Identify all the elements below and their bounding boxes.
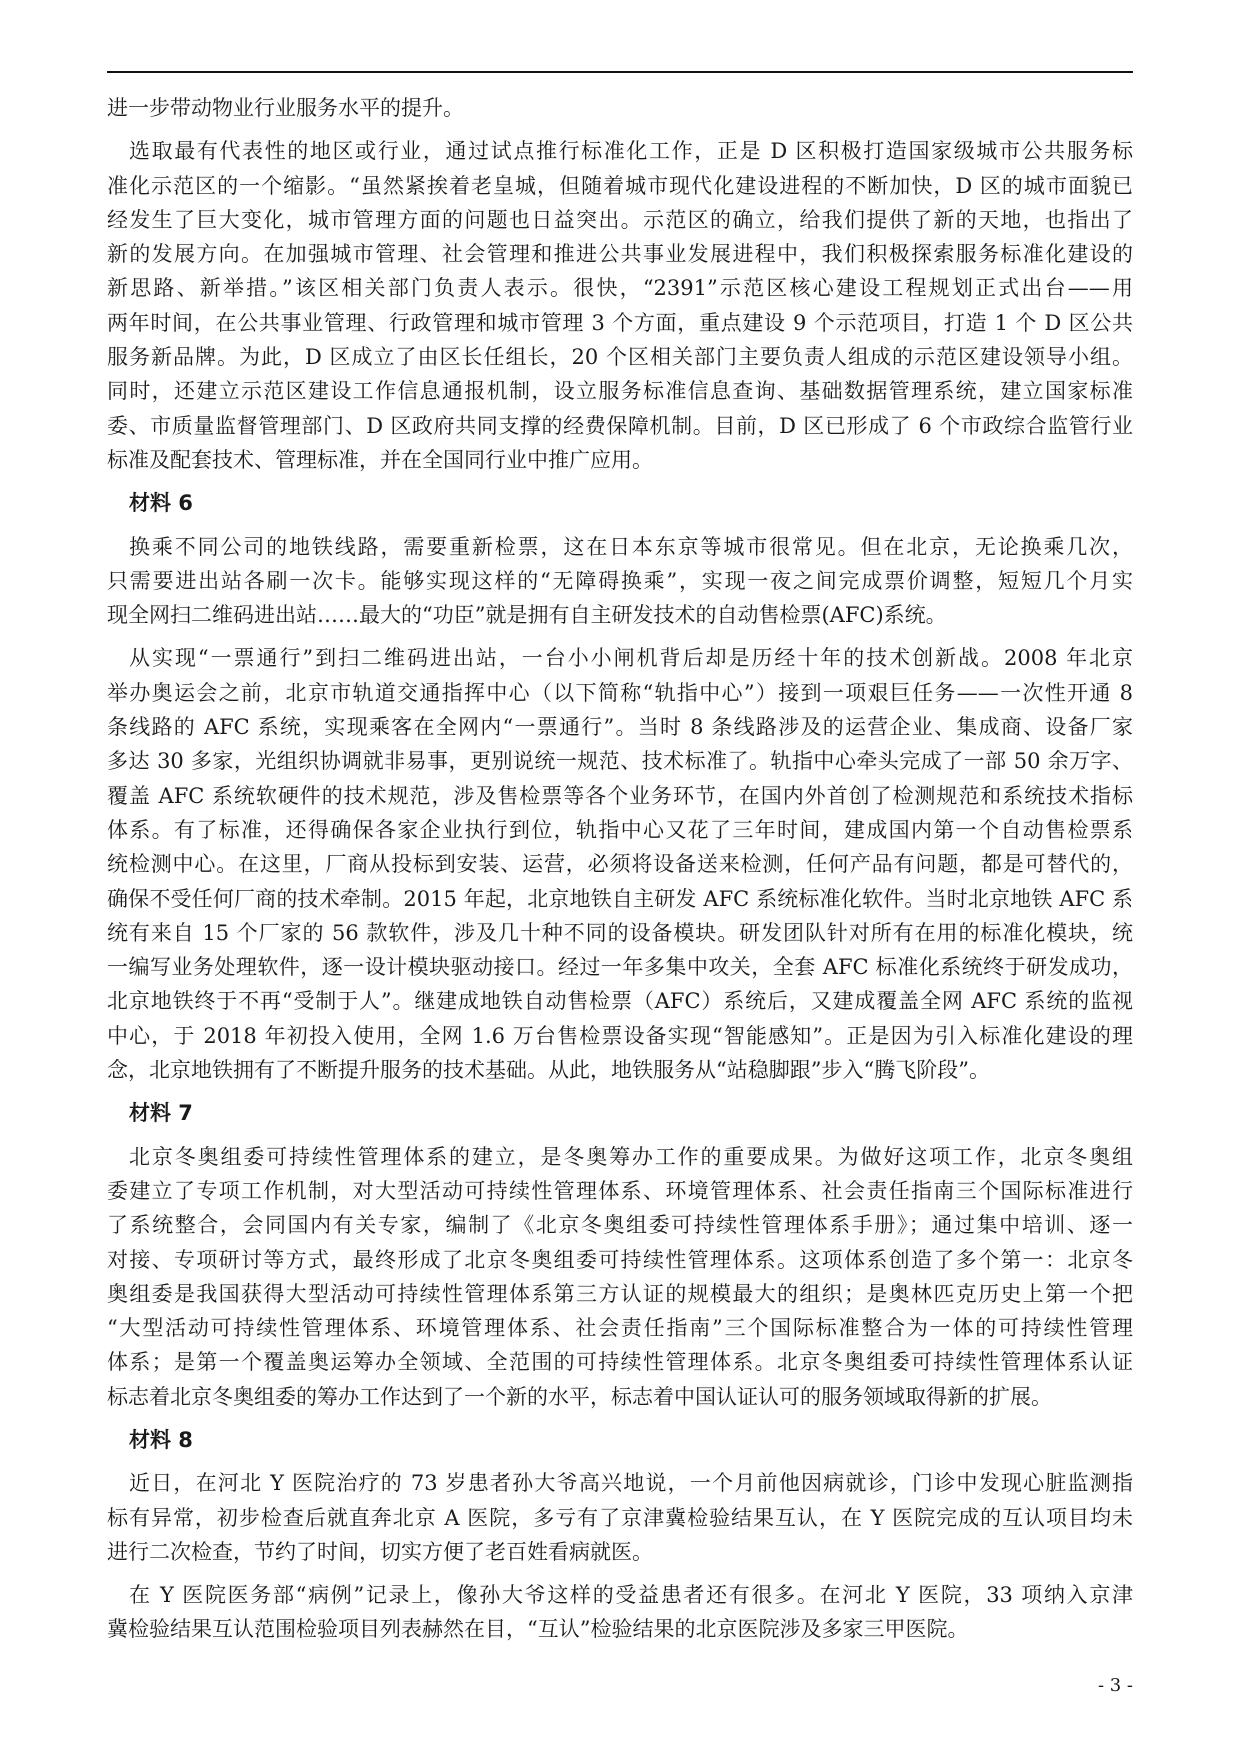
paragraph-line: 进行二次检查，节约了时间，切实方便了老百姓看病就医。	[107, 1539, 653, 1564]
page-number: - 3 -	[1097, 1675, 1133, 1696]
paragraph-line: 体系；是第一个覆盖奥运筹办全领域、全范围的可持续性管理体系。北京冬奥组委可持续性管理体系认证	[107, 1350, 1133, 1375]
paragraph-line: 换乘不同公司的地铁线路，需要重新检票，这在日本东京等城市很常见。但在北京，无论换乘几次，	[129, 534, 1133, 559]
section-heading: 材料 8	[129, 1427, 193, 1452]
section-heading: 材料 6	[129, 491, 193, 516]
paragraph	[107, 134, 1133, 477]
paragraph-line: 只需要进出站各刷一次卡。能够实现这样的“无障碍换乘”，实现一夜之间完成票价调整，短短几个月实	[107, 568, 1133, 593]
section-heading-block	[107, 1096, 1133, 1130]
paragraph-line: 两年时间，在公共事业管理、行政管理和城市管理 3 个方面，重点建设 9 个示范项目，打造 1 个 D 区公共	[107, 310, 1133, 335]
paragraph-line: 举办奥运会之前，北京市轨道交通指挥中心（以下简称“轨指中心”）接到一项艰巨任务——一次性开通 8	[107, 680, 1133, 705]
paragraph-line: 对接、专项研讨等方式，最终形成了北京冬奥组委可持续性管理体系。这项体系创造了多个第一：北京冬	[107, 1247, 1133, 1272]
paragraph-line: 标准及配套技术、管理标准，并在全国同行业中推广应用。	[107, 447, 653, 472]
paragraph-line: 同时，还建立示范区建设工作信息通报机制，设立服务标准信息查询、基础数据管理系统，建立国家标准	[107, 379, 1133, 404]
section-heading-block	[107, 1423, 1133, 1457]
paragraph-line: 条线路的 AFC 系统，实现乘客在全网内“一票通行”。当时 8 条线路涉及的运营企业、集成商、设备厂家	[107, 715, 1133, 740]
paragraph-line: 了系统整合，会同国内有关专家，编制了《北京冬奥组委可持续性管理体系手册》；通过集中培训、逐一	[107, 1213, 1133, 1238]
paragraph-line: 现全网扫二维码进出站……最大的“功臣”就是拥有自主研发技术的自动售检票(AFC)系统。	[107, 603, 947, 628]
paragraph-line: 进一步带动物业行业服务水平的提升。	[107, 96, 464, 120]
paragraph	[107, 91, 1133, 125]
paragraph-line: 从实现“一票通行”到扫二维码进出站，一台小小闸机背后却是历经十年的技术创新战。2008 年北京	[129, 646, 1133, 671]
paragraph-line: 冀检验结果互认范围检验项目列表赫然在目，“互认”检验结果的北京医院涉及多家三甲医院。	[107, 1617, 969, 1642]
paragraph-line: 北京地铁终于不再“受制于人”。继建成地铁自动售检票（AFC）系统后，又建成覆盖全网 AFC 系统的监视	[107, 989, 1133, 1014]
paragraph-line: 委、市质量监督管理部门、D 区政府共同支撑的经费保障机制。目前，D 区已形成了 6 个市政综合监管行业	[107, 413, 1133, 438]
header-rule	[107, 71, 1133, 73]
paragraph-line: 标有异常，初步检查后就直奔北京 A 医院，多亏有了京津冀检验结果互认，在 Y 医院完成的互认项目均未	[107, 1505, 1133, 1530]
paragraph-line: 委建立了专项工作机制，对大型活动可持续性管理体系、环境管理体系、社会责任指南三个国际标准进行	[107, 1178, 1133, 1203]
paragraph-line: 统有来自 15 个厂家的 56 款软件，涉及几十种不同的设备模块。研发团队针对所有在用的标准化模块，统	[107, 920, 1133, 945]
paragraph-line: 中心，于 2018 年初投入使用，全网 1.6 万台售检票设备实现“智能感知”。正是因为引入标准化建设的理	[107, 1023, 1133, 1048]
paragraph-line: 奥组委是我国获得大型活动可持续性管理体系第三方认证的规模最大的组织；是奥林匹克历史上第一个把	[107, 1281, 1133, 1306]
paragraph-line: 在 Y 医院医务部“病例”记录上，像孙大爷这样的受益患者还有很多。在河北 Y 医院，33 项纳入京津	[129, 1583, 1133, 1608]
paragraph-line: 一编写业务处理软件，逐一设计模块驱动接口。经过一年多集中攻关，全套 AFC 标准化系统终于研发成功，	[107, 955, 1133, 980]
section-heading-block	[107, 486, 1133, 520]
paragraph	[107, 530, 1133, 633]
paragraph-line: 选取最有代表性的地区或行业，通过试点推行标准化工作，正是 D 区积极打造国家级城市公共服务标	[129, 139, 1133, 164]
paragraph-line: 新思路、新举措。”该区相关部门负责人表示。很快，“2391”示范区核心建设工程规划正式出台——用	[107, 276, 1133, 301]
paragraph-line: 统检测中心。在这里，厂商从投标到安装、运营，必须将设备送来检测，任何产品有问题，都是可替代的，	[107, 852, 1133, 877]
paragraph-line: 覆盖 AFC 系统软硬件的技术规范，涉及售检票等各个业务环节，在国内外首创了检测规范和系统技术指标	[107, 783, 1133, 808]
paragraph	[107, 1140, 1133, 1414]
paragraph	[107, 1578, 1133, 1647]
paragraph-line: 北京冬奥组委可持续性管理体系的建立，是冬奥筹办工作的重要成果。为做好这项工作，北京冬奥组	[129, 1144, 1133, 1169]
paragraph-line: 多达 30 多家，光组织协调就非易事，更别说统一规范、技术标准了。轨指中心牵头完成了一部 50 余万字、	[107, 749, 1133, 774]
paragraph-line: 近日，在河北 Y 医院治疗的 73 岁患者孙大爷高兴地说，一个月前他因病就诊，门诊中发现心脏监测指	[129, 1471, 1133, 1496]
paragraph-line: 念，北京地铁拥有了不断提升服务的技术基础。从此，地铁服务从“站稳脚跟”步入“腾飞阶段”。	[107, 1058, 990, 1083]
section-heading: 材料 7	[129, 1101, 193, 1126]
paragraph-line: 体系。有了标准，还得确保各家企业执行到位，轨指中心又花了三年时间，建成国内第一个自动售检票系	[107, 817, 1133, 842]
paragraph	[107, 641, 1133, 1087]
paragraph-line: 标志着北京冬奥组委的筹办工作达到了一个新的水平，标志着中国认证认可的服务领域取得新的扩展。	[107, 1384, 1052, 1409]
paragraph	[107, 1466, 1133, 1569]
paragraph-line: 经发生了巨大变化，城市管理方面的问题也日益突出。示范区的确立，给我们提供了新的天地，也指出了	[107, 207, 1133, 232]
paragraph-line: 准化示范区的一个缩影。“虽然紧挨着老皇城，但随着城市现代化建设进程的不断加快，D 区的城市面貌已	[107, 173, 1133, 198]
paragraph-line: 确保不受任何厂商的技术牵制。2015 年起，北京地铁自主研发 AFC 系统标准化软件。当时北京地铁 AFC 系	[107, 886, 1133, 911]
paragraph-line: 服务新品牌。为此，D 区成立了由区长任组长，20 个区相关部门主要负责人组成的示范区建设领导小组。	[107, 345, 1133, 370]
paragraph-line: “大型活动可持续性管理体系、环境管理体系、社会责任指南”三个国际标准整合为一体的可持续性管理	[107, 1316, 1133, 1341]
document-body	[107, 91, 1133, 1647]
paragraph-line: 新的发展方向。在加强城市管理、社会管理和推进公共事业发展进程中，我们积极探索服务标准化建设的	[107, 242, 1133, 267]
